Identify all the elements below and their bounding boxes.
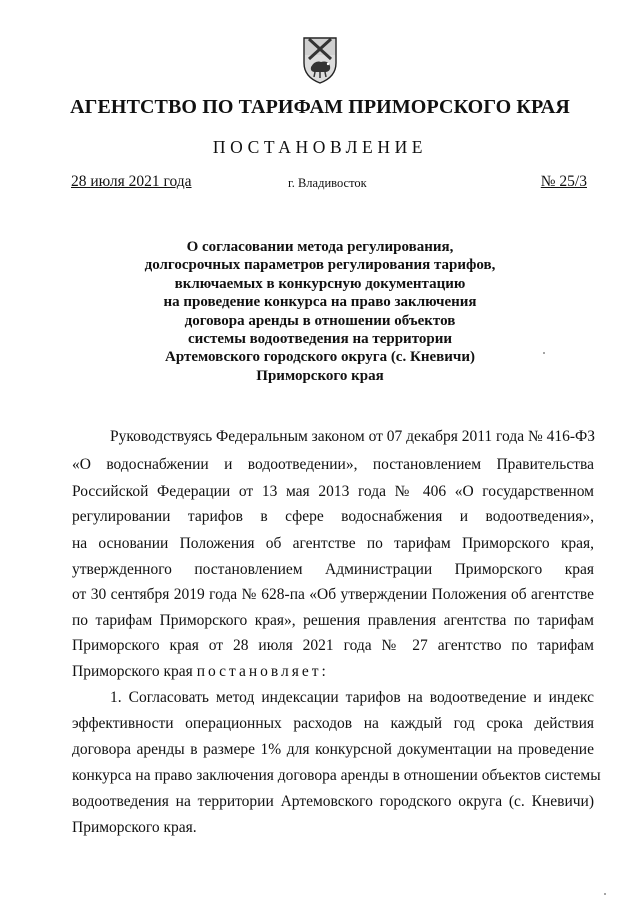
paragraph-text: Приморского края (72, 663, 197, 680)
paragraph-line: Российской Федерации от 13 мая 2013 года № 406 «О государственном (72, 483, 594, 500)
paragraph-line: договора аренды в размере 1% для конкурсной документации на проведение (72, 741, 594, 758)
paragraph-line: по тарифам Приморского края», решения правления агентства по тарифам (72, 612, 594, 629)
title-line: Артемовского городского округа (с. Кневичи) (165, 349, 475, 366)
paragraph-line: Приморского края. (72, 819, 197, 836)
paragraph-line-last (72, 663, 329, 681)
document-date: 28 июля 2021 года (71, 173, 192, 190)
paragraph-line: водоотведения на территории Артемовского городского округа (с. Кневичи) (72, 793, 594, 810)
title-line: системы водоотведения на территории (188, 331, 452, 348)
paragraph-line: «О водоснабжении и водоотведении», постановлением Правительства (72, 456, 594, 473)
paragraph-line: Приморского края от 28 июля 2021 года № 27 агентство по тарифам (72, 637, 594, 654)
paragraph-line: 1. Согласовать метод индексации тарифов на водоотведение и индекс (110, 689, 594, 706)
paragraph-line: регулировании тарифов в сфере водоснабжения и водоотведения», (72, 508, 594, 525)
document-title (80, 238, 560, 385)
paragraph-line: от 30 сентября 2019 года № 628-па «Об утверждении Положения об агентстве (72, 586, 594, 603)
title-line: договора аренды в отношении объектов (184, 312, 456, 329)
document-city: г. Владивосток (288, 176, 367, 190)
agency-name: АГЕНТСТВО ПО ТАРИФАМ ПРИМОРСКОГО КРАЯ (70, 96, 570, 118)
title-line: включаемых в конкурсную документацию (174, 275, 466, 292)
document-number: № 25/3 (540, 173, 587, 190)
paragraph-line: на основании Положения об агентстве по тарифам Приморского края, (72, 535, 594, 552)
title-line: долгосрочных параметров регулирования тарифов, (144, 257, 496, 274)
title-line: О согласовании метода регулирования, (186, 239, 454, 255)
document-type: ПОСТАНОВЛЕНИЕ (212, 137, 428, 157)
title-line: Приморского края (256, 367, 384, 384)
scan-speck (604, 893, 606, 895)
title-line: на проведение конкурса на право заключения (163, 294, 477, 311)
paragraph-line: эффективности операционных расходов на каждый год срока действия (72, 715, 594, 732)
resolve-word: постановляет: (196, 663, 329, 680)
paragraph-line: утвержденного постановлением Администрации Приморского края (72, 561, 594, 578)
scan-speck (543, 352, 545, 354)
coat-of-arms-icon (301, 33, 339, 85)
paragraph-line: Руководствуясь Федеральным законом от 07 декабря 2011 года № 416-ФЗ (110, 428, 596, 445)
paragraph-line: конкурса на право заключения договора аренды в отношении объектов системы (72, 767, 601, 784)
